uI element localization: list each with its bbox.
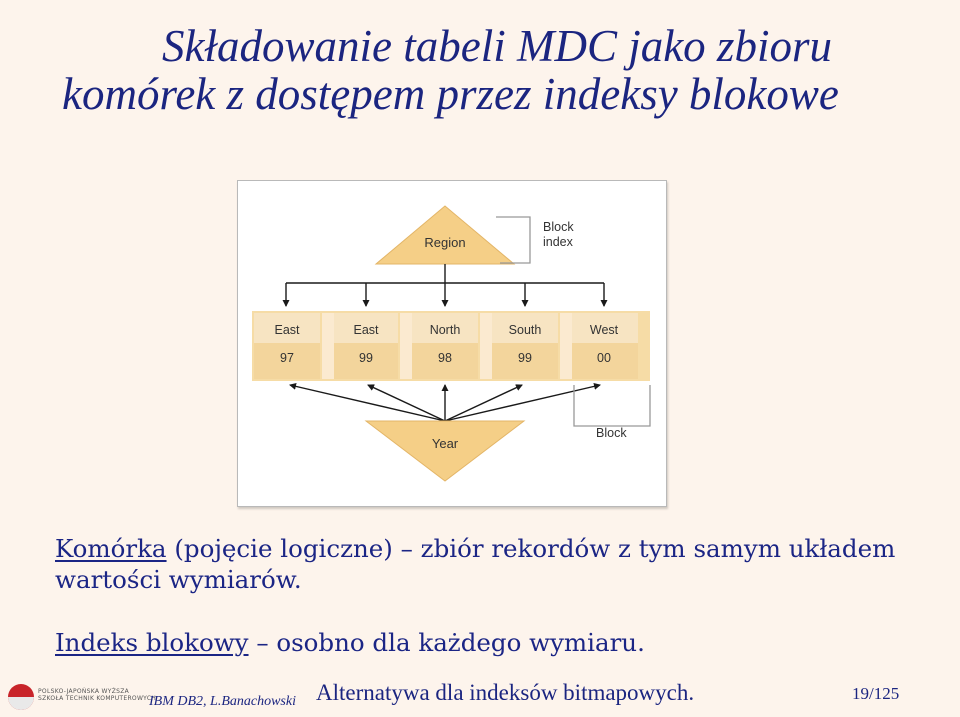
footer-note: Alternatywa dla indeksów bitmapowych. — [316, 680, 695, 705]
cell-5 — [572, 313, 638, 379]
cell-3 — [412, 313, 478, 379]
year-arrows — [290, 385, 600, 421]
slide-title — [62, 22, 932, 118]
cell-2-year: 99 — [359, 351, 373, 365]
mdc-diagram — [237, 180, 667, 507]
year-index-label: Year — [431, 436, 459, 451]
logo-text-line-1: POLSKO-JAPOŃSKA WYŻSZA — [38, 688, 130, 695]
cell-2 — [334, 313, 398, 379]
cell-5-year: 00 — [597, 351, 611, 365]
slide-title-line-1: Składowanie tabeli MDC jako zbioru — [162, 21, 832, 71]
paragraph-cell-definition — [55, 533, 935, 595]
school-logo — [8, 684, 157, 710]
cell-2-region: East — [353, 323, 379, 337]
term-indeks-blokowy: Indeks blokowy — [55, 628, 249, 657]
block-index-text: – osobno dla każdego wymiaru. — [248, 628, 645, 657]
mdc-diagram-svg — [238, 181, 666, 506]
cell-5-region: West — [589, 323, 619, 337]
paragraph-block-index — [55, 627, 935, 658]
logo-text — [38, 688, 156, 702]
cell-4-year: 99 — [518, 351, 532, 365]
term-komorka: Komórka — [55, 534, 167, 563]
cell-3-year: 98 — [438, 351, 452, 365]
logo-circle-icon — [8, 684, 34, 710]
cell-1-region: East — [274, 323, 300, 337]
footer-author: IBM DB2, L.Banachowski — [149, 694, 296, 709]
cell-4 — [492, 313, 558, 379]
cell-definition-text: (pojęcie logiczne) – zbiór rekordów z tym samym układem wartości wymiarów. — [55, 534, 896, 594]
cell-1-year: 97 — [280, 351, 294, 365]
cell-1 — [254, 313, 320, 379]
block-index-label-2: index — [543, 235, 573, 249]
slide-title-line-2: komórek z dostępem przez indeksy blokowe — [62, 69, 839, 119]
year-index-triangle — [366, 421, 524, 481]
page-number: 19/125 — [852, 684, 900, 703]
cell-3-region: North — [429, 323, 461, 337]
region-arrows — [286, 264, 604, 306]
block-bracket — [574, 385, 650, 426]
block-label: Block — [596, 426, 627, 440]
block-index-label-1: Block — [543, 220, 574, 234]
region-index-label: Region — [424, 235, 466, 250]
cells-row — [252, 311, 650, 381]
logo-text-line-2: SZKOŁA TECHNIK KOMPUTEROWYCH — [38, 695, 157, 702]
cell-4-region: South — [508, 323, 542, 337]
